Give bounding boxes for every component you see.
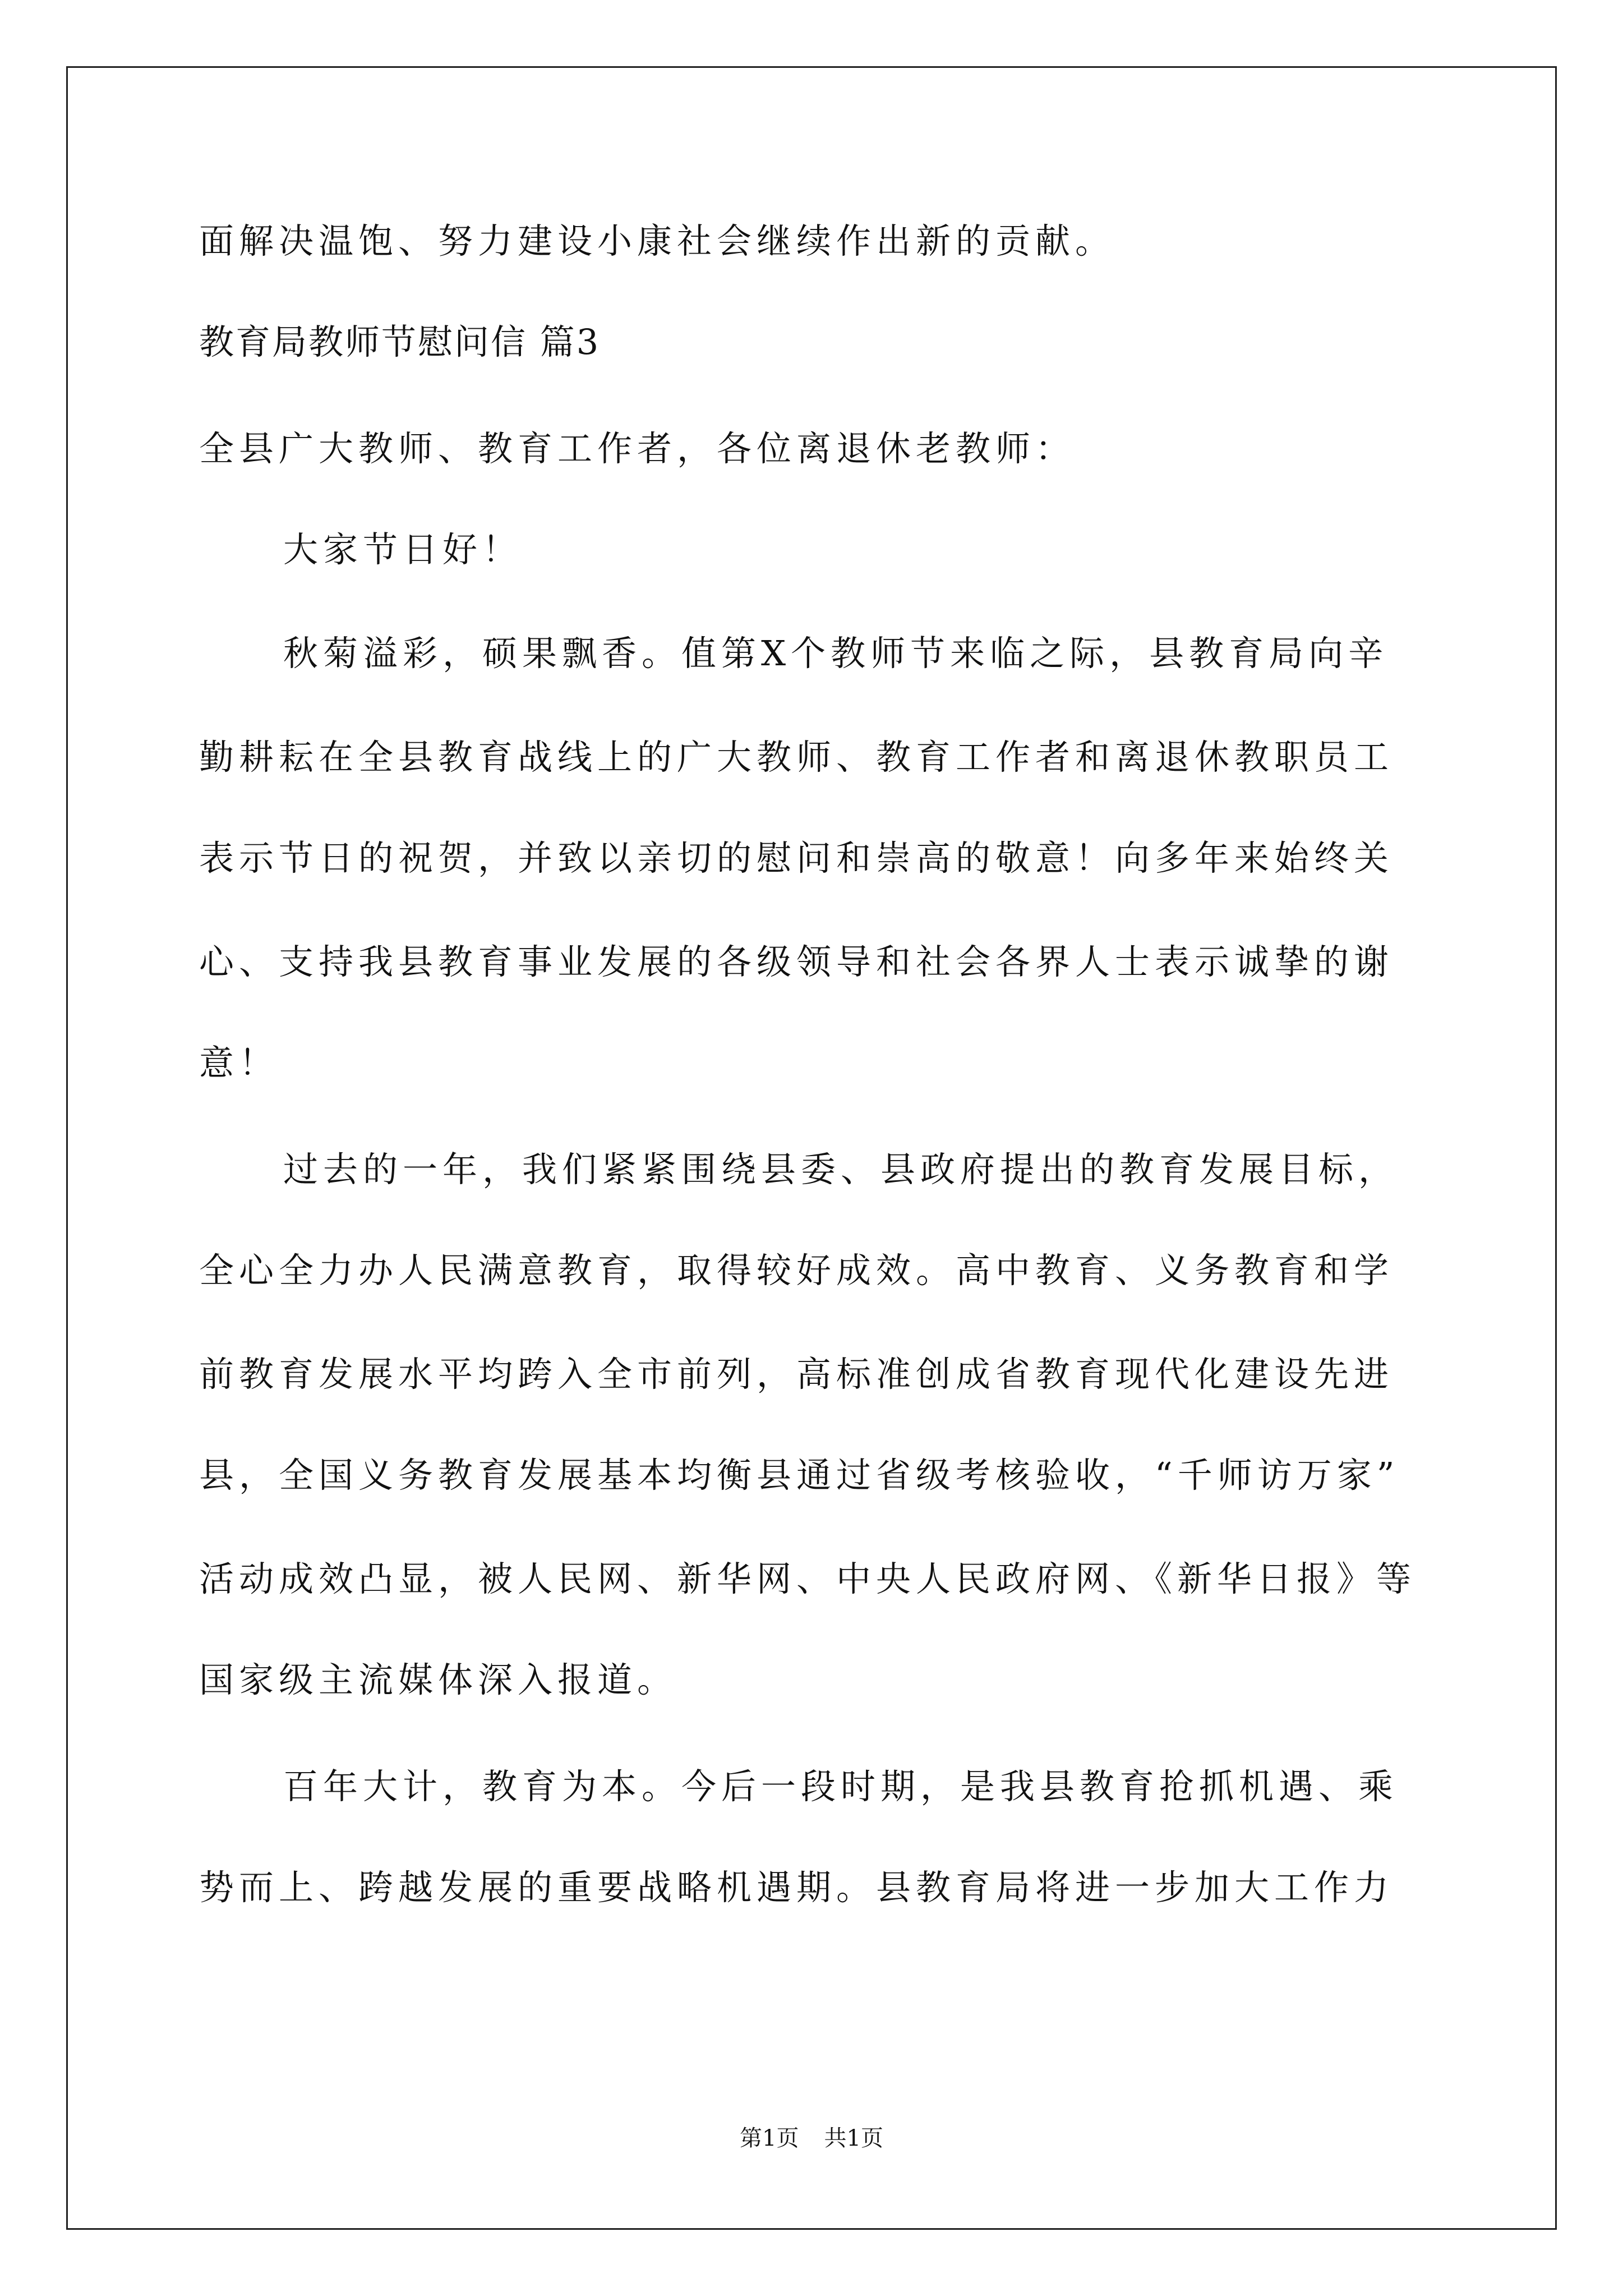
paragraph-2-line-1: 过去的一年，我们紧紧围绕县委、县政府提出的教育发展目标， <box>283 1149 1399 1190</box>
paragraph-1-line-5: 意！ <box>199 1042 279 1083</box>
section-heading: 教育局教师节慰问信 篇3 <box>199 321 601 362</box>
page-number: 第1页 <box>740 2125 799 2151</box>
paragraph-3-line-1: 百年大计，教育为本。今后一段时期，是我县教育抢抓机遇、乘 <box>283 1766 1399 1807</box>
paragraph-1-line-2: 勤耕耘在全县教育战线上的广大教师、教育工作者和离退休教职员工 <box>199 737 1394 777</box>
page-total: 共1页 <box>824 2125 883 2151</box>
greeting: 大家节日好！ <box>283 529 523 570</box>
text-line-continuation: 面解决温饱、努力建设小康社会继续作出新的贡献。 <box>199 220 1115 261</box>
paragraph-2-line-5: 活动成效凸显，被人民网、新华网、中央人民政府网、《新华日报》等 <box>199 1558 1417 1599</box>
page-footer <box>0 2124 1623 2152</box>
paragraph-3-line-2: 势而上、跨越发展的重要战略机遇期。县教育局将进一步加大工作力 <box>199 1867 1394 1908</box>
paragraph-2-line-3: 前教育发展水平均跨入全市前列，高标准创成省教育现代化建设先进 <box>199 1354 1394 1395</box>
paragraph-1-line-4: 心、支持我县教育事业发展的各级领导和社会各界人士表示诚挚的谢 <box>199 941 1394 982</box>
paragraph-2-line-6: 国家级主流媒体深入报道。 <box>199 1659 677 1700</box>
paragraph-2-line-4: 县，全国义务教育发展基本均衡县通过省级考核验收，“千师访万家” <box>199 1455 1400 1496</box>
paragraph-1-line-1: 秋菊溢彩，硕果飘香。值第X个教师节来临之际，县教育局向辛 <box>283 633 1389 674</box>
paragraph-2-line-2: 全心全力办人民满意教育，取得较好成效。高中教育、义务教育和学 <box>199 1250 1394 1291</box>
salutation: 全县广大教师、教育工作者，各位离退休老教师： <box>199 428 1076 469</box>
paragraph-1-line-3: 表示节日的祝贺，并致以亲切的慰问和崇高的敬意！向多年来始终关 <box>199 838 1394 878</box>
